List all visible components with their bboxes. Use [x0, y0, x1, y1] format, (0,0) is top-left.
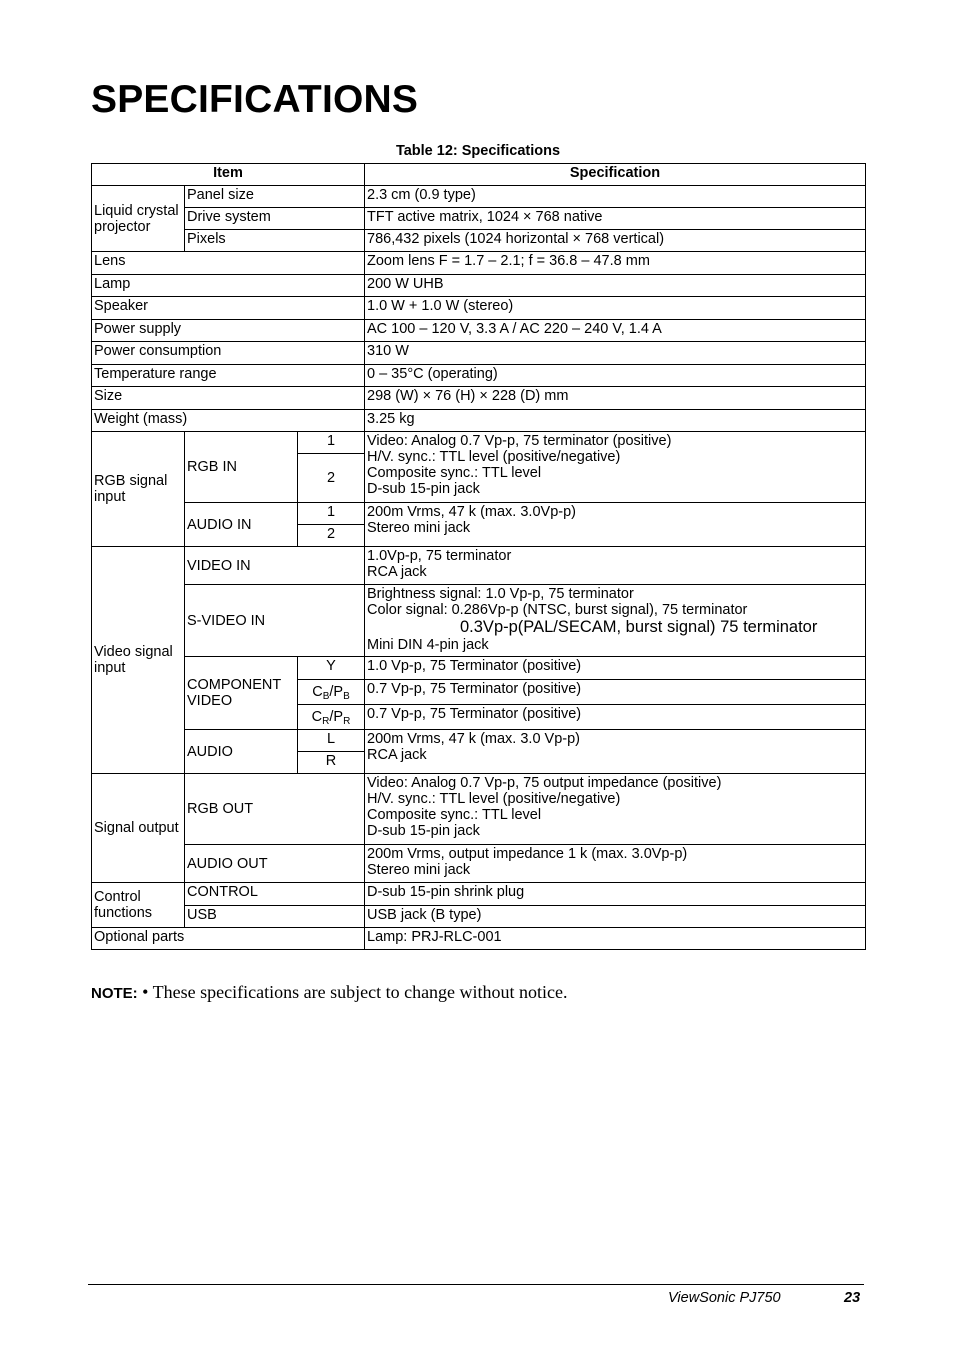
table-row [92, 657, 866, 680]
note [91, 982, 568, 1003]
page-title: SPECIFICATIONS [91, 78, 419, 121]
spec-component-y: 1.0 Vp-p, 75 Terminator (positive) [365, 657, 866, 680]
row-label-rgb-signal-input: RGB signal input [92, 432, 185, 547]
port-audio-in-2: 2 [298, 525, 365, 547]
table-row [92, 585, 866, 657]
row-label-rgb-out: RGB OUT [185, 774, 365, 845]
port-audio-r: R [298, 752, 365, 774]
table-row [92, 883, 866, 906]
port-rgb-in-2: 2 [298, 454, 365, 503]
spec-component-cb-pb: 0.7 Vp-p, 75 Terminator (positive) [365, 680, 866, 705]
spec-line: Mini DIN 4-pin jack [367, 637, 489, 653]
note-bullet: • [142, 982, 149, 1002]
spec-control: D-sub 15-pin shrink plug [365, 883, 866, 906]
row-label-component-video: COMPONENT VIDEO [185, 657, 298, 730]
port-component-y: Y [298, 657, 365, 680]
spec-rgb-out [365, 774, 866, 845]
table-row [92, 342, 866, 365]
spec-line: Composite sync.: TTL level [367, 807, 542, 823]
table-row [92, 365, 866, 387]
table-row [92, 208, 866, 230]
spec-temperature: 0 – 35°C (operating) [365, 365, 866, 387]
spec-audio-in [365, 503, 866, 547]
spec-video-in [365, 547, 866, 585]
table-row [92, 432, 866, 454]
spec-rgb-in [365, 432, 866, 503]
spec-line: 200m Vrms, 47 k (max. 3.0Vp-p) [367, 504, 576, 520]
row-label-audio-out: AUDIO OUT [185, 845, 365, 883]
footer-divider [88, 1284, 864, 1285]
table-row [92, 845, 866, 883]
table-row [92, 730, 866, 752]
note-label: NOTE: [91, 985, 138, 1002]
spec-line: 200m Vrms, output impedance 1 k (max. 3.0Vp-p) [367, 846, 688, 862]
spec-drive-system: TFT active matrix, 1024 × 768 native [365, 208, 866, 230]
spec-size: 298 (W) × 76 (H) × 228 (D) mm [365, 387, 866, 410]
page-number: 23 [844, 1290, 861, 1306]
spec-s-video-in [365, 585, 866, 657]
port-component-cb-pb: $C_B/P_B$ [298, 680, 365, 705]
table-row [92, 186, 866, 208]
spec-line: 1.0Vp-p, 75 terminator [367, 548, 512, 564]
spec-line: Video: Analog 0.7 Vp-p, 75 output impedance (positive) [367, 775, 722, 791]
row-label-power-supply: Power supply [92, 320, 365, 342]
table-row [92, 387, 866, 410]
spec-lamp: 200 W UHB [365, 275, 866, 297]
row-label-s-video-in: S-VIDEO IN [185, 585, 365, 657]
table-row [92, 906, 866, 928]
spec-power-consumption: 310 W [365, 342, 866, 365]
row-label-drive-system: Drive system [185, 208, 365, 230]
header-specification: Specification [365, 164, 866, 186]
table-row [92, 320, 866, 342]
row-label-panel-size: Panel size [185, 186, 365, 208]
table-row [92, 774, 866, 845]
spec-line: H/V. sync.: TTL level (positive/negative) [367, 449, 621, 465]
spec-line: Composite sync.: TTL level [367, 465, 542, 481]
table-row [92, 410, 866, 432]
spec-line: 200m Vrms, 47 k (max. 3.0 Vp-p) [367, 731, 581, 747]
note-text: These specifications are subject to change without notice. [152, 982, 568, 1002]
spec-speaker: 1.0 W + 1.0 W (stereo) [365, 297, 866, 320]
table-row [92, 503, 866, 525]
row-label-optional-parts: Optional parts [92, 928, 365, 950]
table-row [92, 230, 866, 252]
row-label-rgb-in: RGB IN [185, 432, 298, 503]
row-label-audio-in: AUDIO IN [185, 503, 298, 547]
spec-line: D-sub 15-pin jack [367, 481, 480, 497]
spec-line: H/V. sync.: TTL level (positive/negative) [367, 791, 621, 807]
header-item: Item [92, 164, 365, 186]
footer-brand: ViewSonic PJ750 [668, 1290, 781, 1306]
spec-audio [365, 730, 866, 774]
row-label-lens: Lens [92, 252, 365, 275]
port-rgb-in-1: 1 [298, 432, 365, 454]
row-label-usb: USB [185, 906, 365, 928]
row-label-weight: Weight (mass) [92, 410, 365, 432]
row-label-signal-output: Signal output [92, 774, 185, 883]
port-component-cr-pr: $C_R/P_R$ [298, 705, 365, 730]
row-label-video-in: VIDEO IN [185, 547, 365, 585]
spec-line: RCA jack [367, 747, 427, 763]
spec-pixels: 786,432 pixels (1024 horizontal × 768 vertical) [365, 230, 866, 252]
spec-line: D-sub 15-pin jack [367, 823, 480, 839]
spec-audio-out [365, 845, 866, 883]
row-label-lcp: Liquid crystal projector [92, 186, 185, 252]
spec-weight: 3.25 kg [365, 410, 866, 432]
row-label-lamp: Lamp [92, 275, 365, 297]
port-audio-in-1: 1 [298, 503, 365, 525]
table-row [92, 297, 866, 320]
row-label-video-signal-input: Video signal input [92, 547, 185, 774]
spec-line: Stereo mini jack [367, 520, 471, 536]
spec-panel-size: 2.3 cm (0.9 type) [365, 186, 866, 208]
row-label-speaker: Speaker [92, 297, 365, 320]
spec-line: Video: Analog 0.7 Vp-p, 75 terminator (positive) [367, 433, 672, 449]
row-label-control-functions: Control functions [92, 883, 185, 928]
row-label-control: CONTROL [185, 883, 365, 906]
spec-line: RCA jack [367, 564, 427, 580]
spec-line: Color signal: 0.286Vp-p (NTSC, burst signal), 75 terminator [367, 602, 748, 618]
row-label-size: Size [92, 387, 365, 410]
table-header-row [92, 164, 866, 186]
spec-line: Stereo mini jack [367, 862, 471, 878]
spec-usb: USB jack (B type) [365, 906, 866, 928]
row-label-pixels: Pixels [185, 230, 365, 252]
spec-line-pal-secam: 0.3Vp-p(PAL/SECAM, burst signal) 75 terminator [460, 618, 818, 636]
spec-optional-parts: Lamp: PRJ-RLC-001 [365, 928, 866, 950]
table-row [92, 928, 866, 950]
row-label-audio: AUDIO [185, 730, 298, 774]
port-audio-l: L [298, 730, 365, 752]
spec-power-supply: AC 100 – 120 V, 3.3 A / AC 220 – 240 V, 1.4 A [365, 320, 866, 342]
row-label-temperature: Temperature range [92, 365, 365, 387]
table-row [92, 275, 866, 297]
row-label-power-consumption: Power consumption [92, 342, 365, 365]
table-row [92, 252, 866, 275]
specifications-table [91, 163, 866, 950]
table-row [92, 547, 866, 585]
spec-component-cr-pr: 0.7 Vp-p, 75 Terminator (positive) [365, 705, 866, 730]
table-caption: Table 12: Specifications [395, 143, 561, 159]
spec-line: Brightness signal: 1.0 Vp-p, 75 terminator [367, 586, 634, 602]
spec-lens: Zoom lens F = 1.7 – 2.1; f = 36.8 – 47.8 mm [365, 252, 866, 275]
